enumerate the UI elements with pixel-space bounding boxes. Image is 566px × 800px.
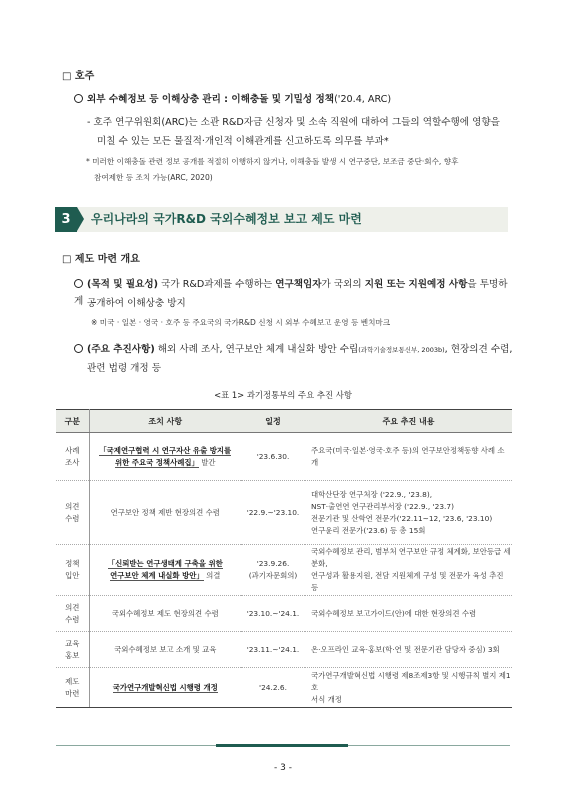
- table-row: [56, 481, 512, 545]
- heading-overview: □ 제도 마련 개요: [62, 254, 140, 265]
- table-row: [56, 545, 512, 596]
- cell-content: 온·오프라인 교육·홍보(학·연 및 전문기관 담당자 중심) 3회: [305, 632, 512, 668]
- circle-bullet-icon: [74, 279, 83, 288]
- col-category: 구분: [56, 410, 89, 433]
- dash-line-2: 미칠 수 있는 모든 물질적·개인적 이해관계를 신고하도록 의무를 부과*: [97, 136, 389, 147]
- cell-date: '23.6.30.: [241, 433, 305, 481]
- cell-category: 정책 입안: [56, 545, 89, 596]
- cell-category: 의견 수렴: [56, 596, 89, 632]
- cell-content: 국외수혜정보 관리, 범부처 연구보안 규정 체계화, 보안등급 세분화, 연구성과 활용지원, 전담 지원체계 구성 및 전문가 육성 추진 등: [305, 545, 512, 596]
- table-header-row: [56, 410, 512, 433]
- page-number: - 3 -: [274, 763, 292, 773]
- note-line-2: 참여제한 등 조치 가능(ARC, 2020): [94, 173, 213, 182]
- cell-content: 대학산단장 연구처장 ('22.9., '23.8), NST·출연연 연구관리부서장 ('22.9., '23.7) 전문기관 및 산학연 전문가('22.11~12, '23.6, '23.10) 연구윤리 전문가('23.6) 등 총 15회: [305, 481, 512, 545]
- paragraph-main-2: 관련 법령 개정 등: [87, 363, 162, 374]
- circle-bullet-icon: [74, 344, 83, 353]
- table-row: [56, 433, 512, 481]
- table-row: [56, 632, 512, 668]
- paragraph-purpose: (목적 및 필요성) 국가 R&D과제를 수행하는 연구책임자가 국외의 지원 또는 지원예정 사항을 투명하게: [74, 279, 508, 307]
- cell-action: 연구보안 정책 제반 현장의견 수렴: [89, 481, 241, 545]
- table-row: [56, 668, 512, 708]
- heading-australia: □ 호주: [62, 71, 95, 82]
- cell-date: '24.2.6.: [241, 668, 305, 708]
- note-line-1: * 미러한 이해충돌 관련 정보 공개를 적절히 이행하지 않거나, 이해충돌 발생 시 연구중단, 보조금 중단·회수, 향후: [86, 157, 459, 166]
- section-number: 3: [55, 207, 77, 232]
- col-action: 조치 사항: [89, 410, 241, 433]
- cell-content: 주요국(미국·일본·영국·호주 등)의 연구보안정책동향 사례 소개: [305, 433, 512, 481]
- cell-date: '23.9.26. (과기자문회의): [241, 545, 305, 596]
- paragraph-purpose-2: 공개하여 이해상충 방지: [87, 298, 186, 309]
- footer-accent-bar: [216, 744, 348, 747]
- col-content: 주요 추진 내용: [305, 410, 512, 433]
- cell-category: 교육 홍보: [56, 632, 89, 668]
- cell-category: 제도 마련: [56, 668, 89, 708]
- table-caption: <표 1> 과기정통부의 주요 추진 사항: [214, 390, 352, 400]
- cell-action: 국외수혜정보 제도 현장의견 수렴: [89, 596, 241, 632]
- cell-content: 국가연구개발혁신법 시행령 제8조제3항 및 시행규칙 별지 제1호 서식 개정: [305, 668, 512, 708]
- paragraph-main: (주요 추진사항) 해외 사례 조사, 연구보안 체계 내실화 방안 수립(과학기술정보통신부, 2003b), 현장의견 수렴,: [74, 341, 514, 359]
- cell-action: 「국제연구협력 시 연구자산 유출 방지를 위한 주요국 정책사례집」 발간: [89, 433, 241, 481]
- cell-category: 사례 조사: [56, 433, 89, 481]
- circle-bullet-icon: [74, 94, 83, 103]
- section-title: 우리나라의 국가R&D 국외수혜정보 보고 제도 마련: [91, 212, 362, 226]
- cell-action: 국가연구개발혁신법 시행령 개정: [89, 668, 241, 708]
- dash-line-1: - 호주 연구위원회(ARC)는 소관 R&D자금 신청자 및 소속 직원에 대하여 그들의 역할수행에 영향을: [87, 117, 500, 128]
- bullet-australia: 외부 수혜정보 등 이해상충 관리 : 이해충돌 및 기밀성 정책('20.4, ARC): [74, 91, 391, 108]
- cell-action: 국외수혜정보 보고 소개 및 교육: [89, 632, 241, 668]
- col-date: 일정: [241, 410, 305, 433]
- measures-table: [56, 409, 512, 708]
- section-arrow-icon: [77, 207, 84, 231]
- purpose-note: ※ 미국 · 일본 · 영국 · 호주 등 주요국의 국가R&D 신청 시 외부 수혜보고 운영 등 벤치마크: [91, 318, 391, 327]
- cell-date: '22.9.~'23.10.: [241, 481, 305, 545]
- cell-action: 「신뢰받는 연구생태계 구축을 위한 연구보안 체계 내실화 방안」 의결: [89, 545, 241, 596]
- table-row: [56, 596, 512, 632]
- cell-content: 국외수혜정보 보고가이드(안)에 대한 현장의견 수렴: [305, 596, 512, 632]
- cell-date: '23.11.~'24.1.: [241, 632, 305, 668]
- cell-category: 의견 수렴: [56, 481, 89, 545]
- section-header: [55, 207, 508, 232]
- cell-date: '23.10.~'24.1.: [241, 596, 305, 632]
